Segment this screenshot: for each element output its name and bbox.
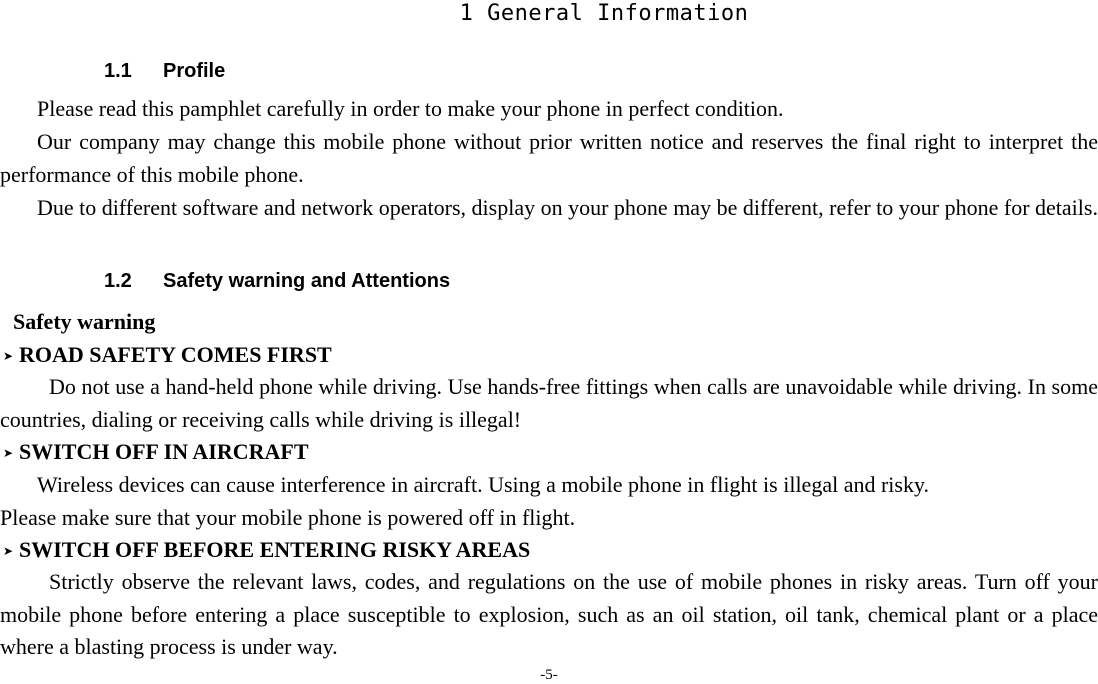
section-number: 1.1: [104, 60, 132, 82]
warning-heading-text: ROAD SAFETY COMES FIRST: [19, 342, 332, 367]
arrowhead-bullet-icon: ➤: [3, 349, 14, 363]
subheading-safety-warning: Safety warning: [13, 309, 156, 334]
warning-heading-text: SWITCH OFF BEFORE ENTERING RISKY AREAS: [19, 537, 531, 562]
paragraph: Please read this pamphlet carefully in order to make your phone in perfect condition.: [37, 96, 784, 121]
warning-heading-text: SWITCH OFF IN AIRCRAFT: [19, 439, 309, 464]
page-number: -5-: [540, 667, 558, 683]
warning-text: Please make sure that your mobile phone is powered off in flight.: [0, 505, 576, 530]
section-title: Safety warning and Attentions: [163, 270, 451, 292]
section-number: 1.2: [104, 270, 132, 292]
warning-heading: [3, 436, 309, 469]
warning-text: Do not use a hand-held phone while driving. Use hands-free fittings when calls are unavoidable while driving. In some countries, dialing or receiving calls while driving is illegal!: [0, 374, 1098, 432]
warning-text: Wireless devices can cause interference in aircraft. Using a mobile phone in flight is illegal and risky.: [37, 472, 930, 497]
arrowhead-bullet-icon: ➤: [3, 446, 14, 460]
paragraph: Our company may change this mobile phone without prior written notice and reserves the final right to interpret the performance of this mobile phone.: [0, 129, 1098, 187]
warning-heading: [3, 534, 530, 567]
arrowhead-bullet-icon: ➤: [3, 544, 14, 558]
warning-heading: [3, 339, 332, 372]
section-title: Profile: [163, 60, 226, 82]
section-heading-safety: [104, 268, 450, 294]
warning-text: Strictly observe the relevant laws, codes, and regulations on the use of mobile phones in risky areas. Turn off your mobile phone before entering a place susceptible to explosion, such as an oil station, oil tank, chemical plant or a place where a blasting process is under way.: [0, 569, 1098, 659]
paragraph: Due to different software and network operators, display on your phone may be different, refer to your phone for details.: [37, 195, 1098, 220]
chapter-title: 1 General Information: [459, 1, 749, 26]
section-heading-profile: [104, 58, 225, 84]
